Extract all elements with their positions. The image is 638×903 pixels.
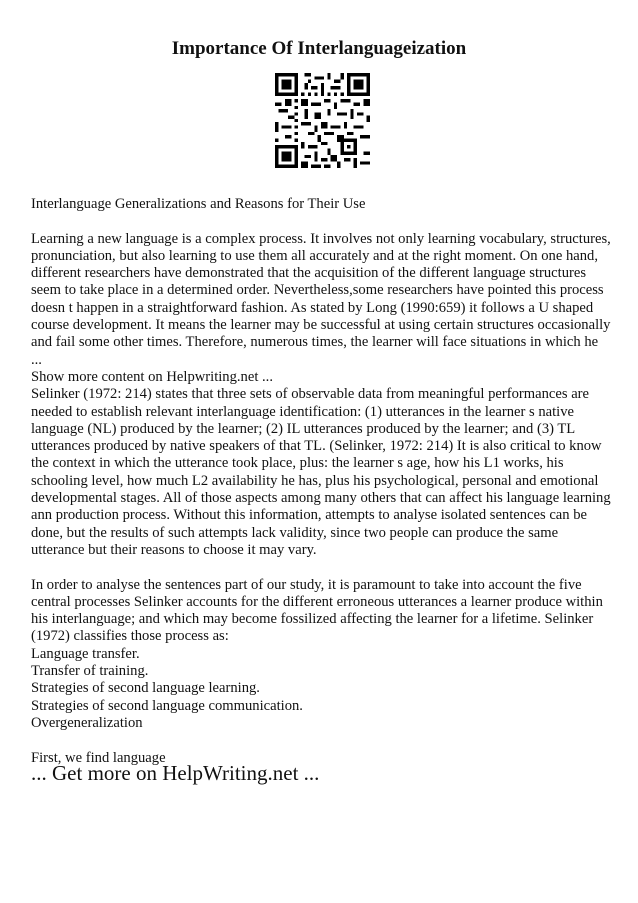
paragraph-1: Learning a new language is a complex process. It involves not only learning vocabulary, structures, pronunciation, but also learning to use them all accurately and at the right moment. On one hand, different researchers have demonstrated that the acquisition of the different language structures seem to take place in a determined order. Nevertheless,some researchers have pointed this process doesn t happen in a straightforward fashion. As stated by Long (1990:659) it follows a U shaped course development. It means the learner may be successful at using certain structures occasionally and fail some other times. Therefore, numerous times, the learner will face situations in which he ... bbox=[31, 230, 611, 368]
list-item-communication-strategies: Strategies of second language communication. bbox=[31, 697, 303, 714]
qr-code-icon bbox=[275, 73, 370, 168]
paragraph-3: In order to analyse the sentences part of our study, it is paramount to take into account the five central processes Selinker accounts for the different erroneous utterances a learner produce within his interlanguage; and which may become fossilized affecting the learner for a lifetime. Selinker (1972) classifies those process as: bbox=[31, 576, 603, 645]
paragraph-2: Selinker (1972: 214) states that three sets of observable data from meaningful performances are needed to establish relevant interlanguage identification: (1) utterances in the learner s native language (NL) produced by the learner; (2) IL utterances produced by the learner; and (3) TL utterances produced by native speakers of that TL. (Selinker, 1972: 214) It is also critical to know the context in which the utterance took place, plus: the learner s age, how his L1 works, his schooling level, how much L2 availability he has, plus his psychological, personal and emotional developmental stages. All of those aspects among many others that can affect his language learning ann production process. Without this information, attempts to analyse isolated sentences can be done, but the results of such attempts lack validity, since two people can produce the same utterance but their reasons to choose it may vary. bbox=[31, 386, 611, 558]
page-title: Importance Of Interlanguageization bbox=[171, 38, 467, 59]
list-item-language-transfer: Language transfer. bbox=[31, 645, 140, 662]
paragraph-4: First, we find language bbox=[31, 749, 166, 766]
list-item-learning-strategies: Strategies of second language learning. bbox=[31, 680, 260, 697]
show-more-link[interactable]: Show more content on Helpwriting.net ... bbox=[31, 368, 273, 385]
list-item-overgeneralization: Overgeneralization bbox=[31, 714, 143, 731]
list-item-transfer-of-training: Transfer of training. bbox=[31, 663, 149, 680]
get-more-link[interactable]: ... Get more on HelpWriting.net ... bbox=[31, 761, 320, 785]
document-body bbox=[31, 196, 611, 767]
subheading: Interlanguage Generalizations and Reasons for Their Use bbox=[31, 196, 366, 212]
